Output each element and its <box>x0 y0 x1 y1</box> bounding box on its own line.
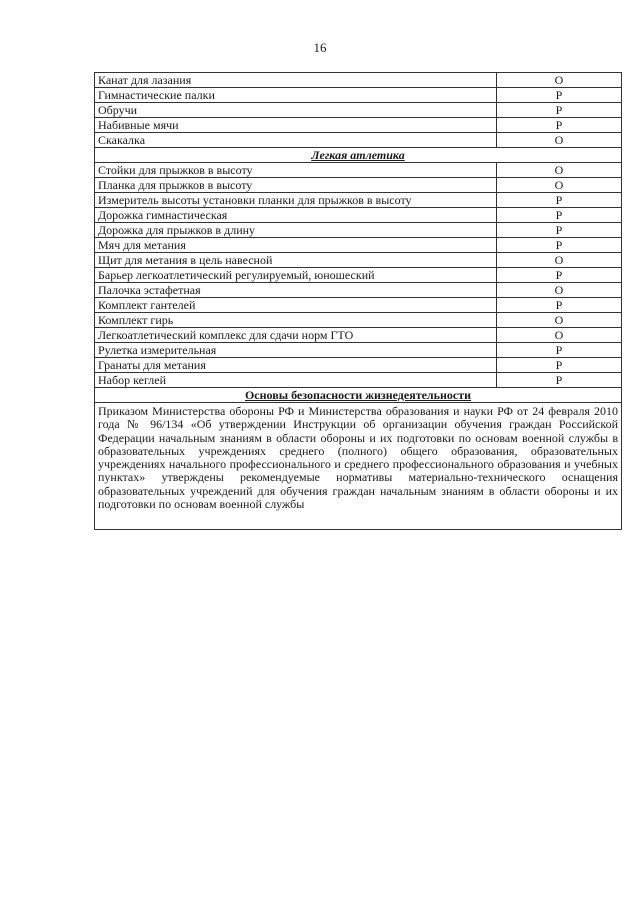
item-code: О <box>497 253 622 268</box>
table-row <box>95 223 622 238</box>
item-name: Комплект гирь <box>95 313 497 328</box>
safety-paragraph: Приказом Министерства обороны РФ и Министерства образования и науки РФ от 24 февраля 2010 года № 96/134 «Об утверждении Инструкции об организации обучения граждан Российской Федерации начальным знаниям в области обороны и их подготовки по основам военной службы в образовательных учреждениях среднего (полного) общего образования, образовательных учреждениях начального профессионального и среднего профессионального образования и учебных пунктах» утверждены рекомендуемые нормативы материально-технического оснащения образовательных учреждений для обучения граждан начальным знаниям в области обороны и их подготовки по основам военной службы <box>95 403 622 530</box>
table-row <box>95 238 622 253</box>
item-code: О <box>497 283 622 298</box>
section-header-athletics <box>95 148 622 163</box>
table-row <box>95 118 622 133</box>
item-code: О <box>497 313 622 328</box>
item-code: О <box>497 133 622 148</box>
section-title: Легкая атлетика <box>95 148 622 163</box>
item-code: О <box>497 178 622 193</box>
item-name: Мяч для метания <box>95 238 497 253</box>
item-code: Р <box>497 373 622 388</box>
item-code: Р <box>497 103 622 118</box>
item-name: Измеритель высоты установки планки для прыжков в высоту <box>95 193 497 208</box>
item-code: Р <box>497 343 622 358</box>
section-title: Основы безопасности жизнедеятельности <box>95 388 622 403</box>
table-row <box>95 343 622 358</box>
item-code: Р <box>497 88 622 103</box>
item-name: Канат для лазания <box>95 73 497 88</box>
item-name: Гимнастические палки <box>95 88 497 103</box>
item-code: О <box>497 163 622 178</box>
item-name: Стойки для прыжков в высоту <box>95 163 497 178</box>
item-name: Дорожка гимнастическая <box>95 208 497 223</box>
item-name: Барьер легкоатлетический регулируемый, юношеский <box>95 268 497 283</box>
table-row <box>95 163 622 178</box>
table-row <box>95 103 622 118</box>
item-name: Скакалка <box>95 133 497 148</box>
table-row <box>95 88 622 103</box>
equipment-table <box>94 72 622 530</box>
item-name: Щит для метания в цель навесной <box>95 253 497 268</box>
item-code: Р <box>497 193 622 208</box>
table-row <box>95 268 622 283</box>
table-row <box>95 133 622 148</box>
table-row <box>95 283 622 298</box>
item-code: Р <box>497 118 622 133</box>
item-name: Планка для прыжков в высоту <box>95 178 497 193</box>
item-code: О <box>497 328 622 343</box>
item-code: Р <box>497 298 622 313</box>
item-code: Р <box>497 208 622 223</box>
item-code: Р <box>497 358 622 373</box>
item-code: Р <box>497 238 622 253</box>
table-row <box>95 73 622 88</box>
item-name: Палочка эстафетная <box>95 283 497 298</box>
table-row <box>95 193 622 208</box>
table-row <box>95 298 622 313</box>
table-row <box>95 253 622 268</box>
table-row <box>95 373 622 388</box>
item-name: Рулетка измерительная <box>95 343 497 358</box>
item-code: О <box>497 73 622 88</box>
section-header-safety <box>95 388 622 403</box>
item-name: Гранаты для метания <box>95 358 497 373</box>
item-name: Обручи <box>95 103 497 118</box>
safety-paragraph-row <box>95 403 622 530</box>
table-row <box>95 208 622 223</box>
item-name: Набивные мячи <box>95 118 497 133</box>
item-name: Комплект гантелей <box>95 298 497 313</box>
item-code: Р <box>497 268 622 283</box>
item-name: Дорожка для прыжков в длину <box>95 223 497 238</box>
table-row <box>95 313 622 328</box>
table-row <box>95 328 622 343</box>
item-name: Легкоатлетический комплекс для сдачи норм ГТО <box>95 328 497 343</box>
item-code: Р <box>497 223 622 238</box>
table-row <box>95 178 622 193</box>
page-number: 16 <box>313 40 327 55</box>
table-row <box>95 358 622 373</box>
item-name: Набор кеглей <box>95 373 497 388</box>
